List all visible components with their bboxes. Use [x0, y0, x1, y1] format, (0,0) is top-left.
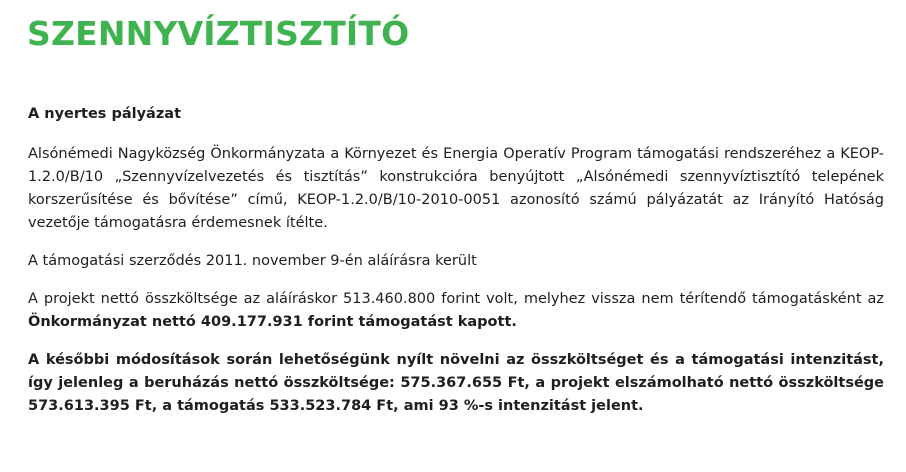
- paragraph-modifications: A későbbi módosítások során lehetőségünk nyílt növelni az összköltséget és a támogatási intenzitást, így jelenleg a beruházás nettó összköltsége: 575.367.655 Ft, a projekt elszámolható nettó összköltsége 573.613.395 Ft, a támogatás 533.523.784 Ft, ami 93 %-s intenzitást jelent.: [28, 352, 884, 414]
- paragraph-project-cost: [28, 288, 884, 334]
- paragraph-application: Alsónémedi Nagyközség Önkormányzata a Környezet és Energia Operatív Program támogatási rendszeréhez a KEOP-1.2.0/B/10 „Szennyvízelvezetés és tisztítás” konstrukcióra benyújtott „Alsónémedi szennyvíztisztító telepének korszerűsítése és bővítése” című, KEOP-1.2.0/B/10-2010-0051 azonosító számú pályázatát az Irányító Hatóság vezetője támogatásra érdemesnek ítélte.: [28, 146, 884, 231]
- section-heading: A nyertes pályázat: [28, 106, 182, 122]
- subsidy-amount-text: Önkormányzat nettó 409.177.931 forint támogatást kapott.: [28, 314, 517, 330]
- project-cost-text: A projekt nettó összköltsége az aláíráskor 513.460.800 forint volt, melyhez vissza nem térítendő támogatásként az: [28, 291, 884, 307]
- article-content: [28, 103, 884, 418]
- page-title: SZENNYVÍZTISZTÍTÓ: [27, 14, 410, 53]
- paragraph-contract-date: A támogatási szerződés 2011. november 9-én aláírásra került: [28, 253, 477, 269]
